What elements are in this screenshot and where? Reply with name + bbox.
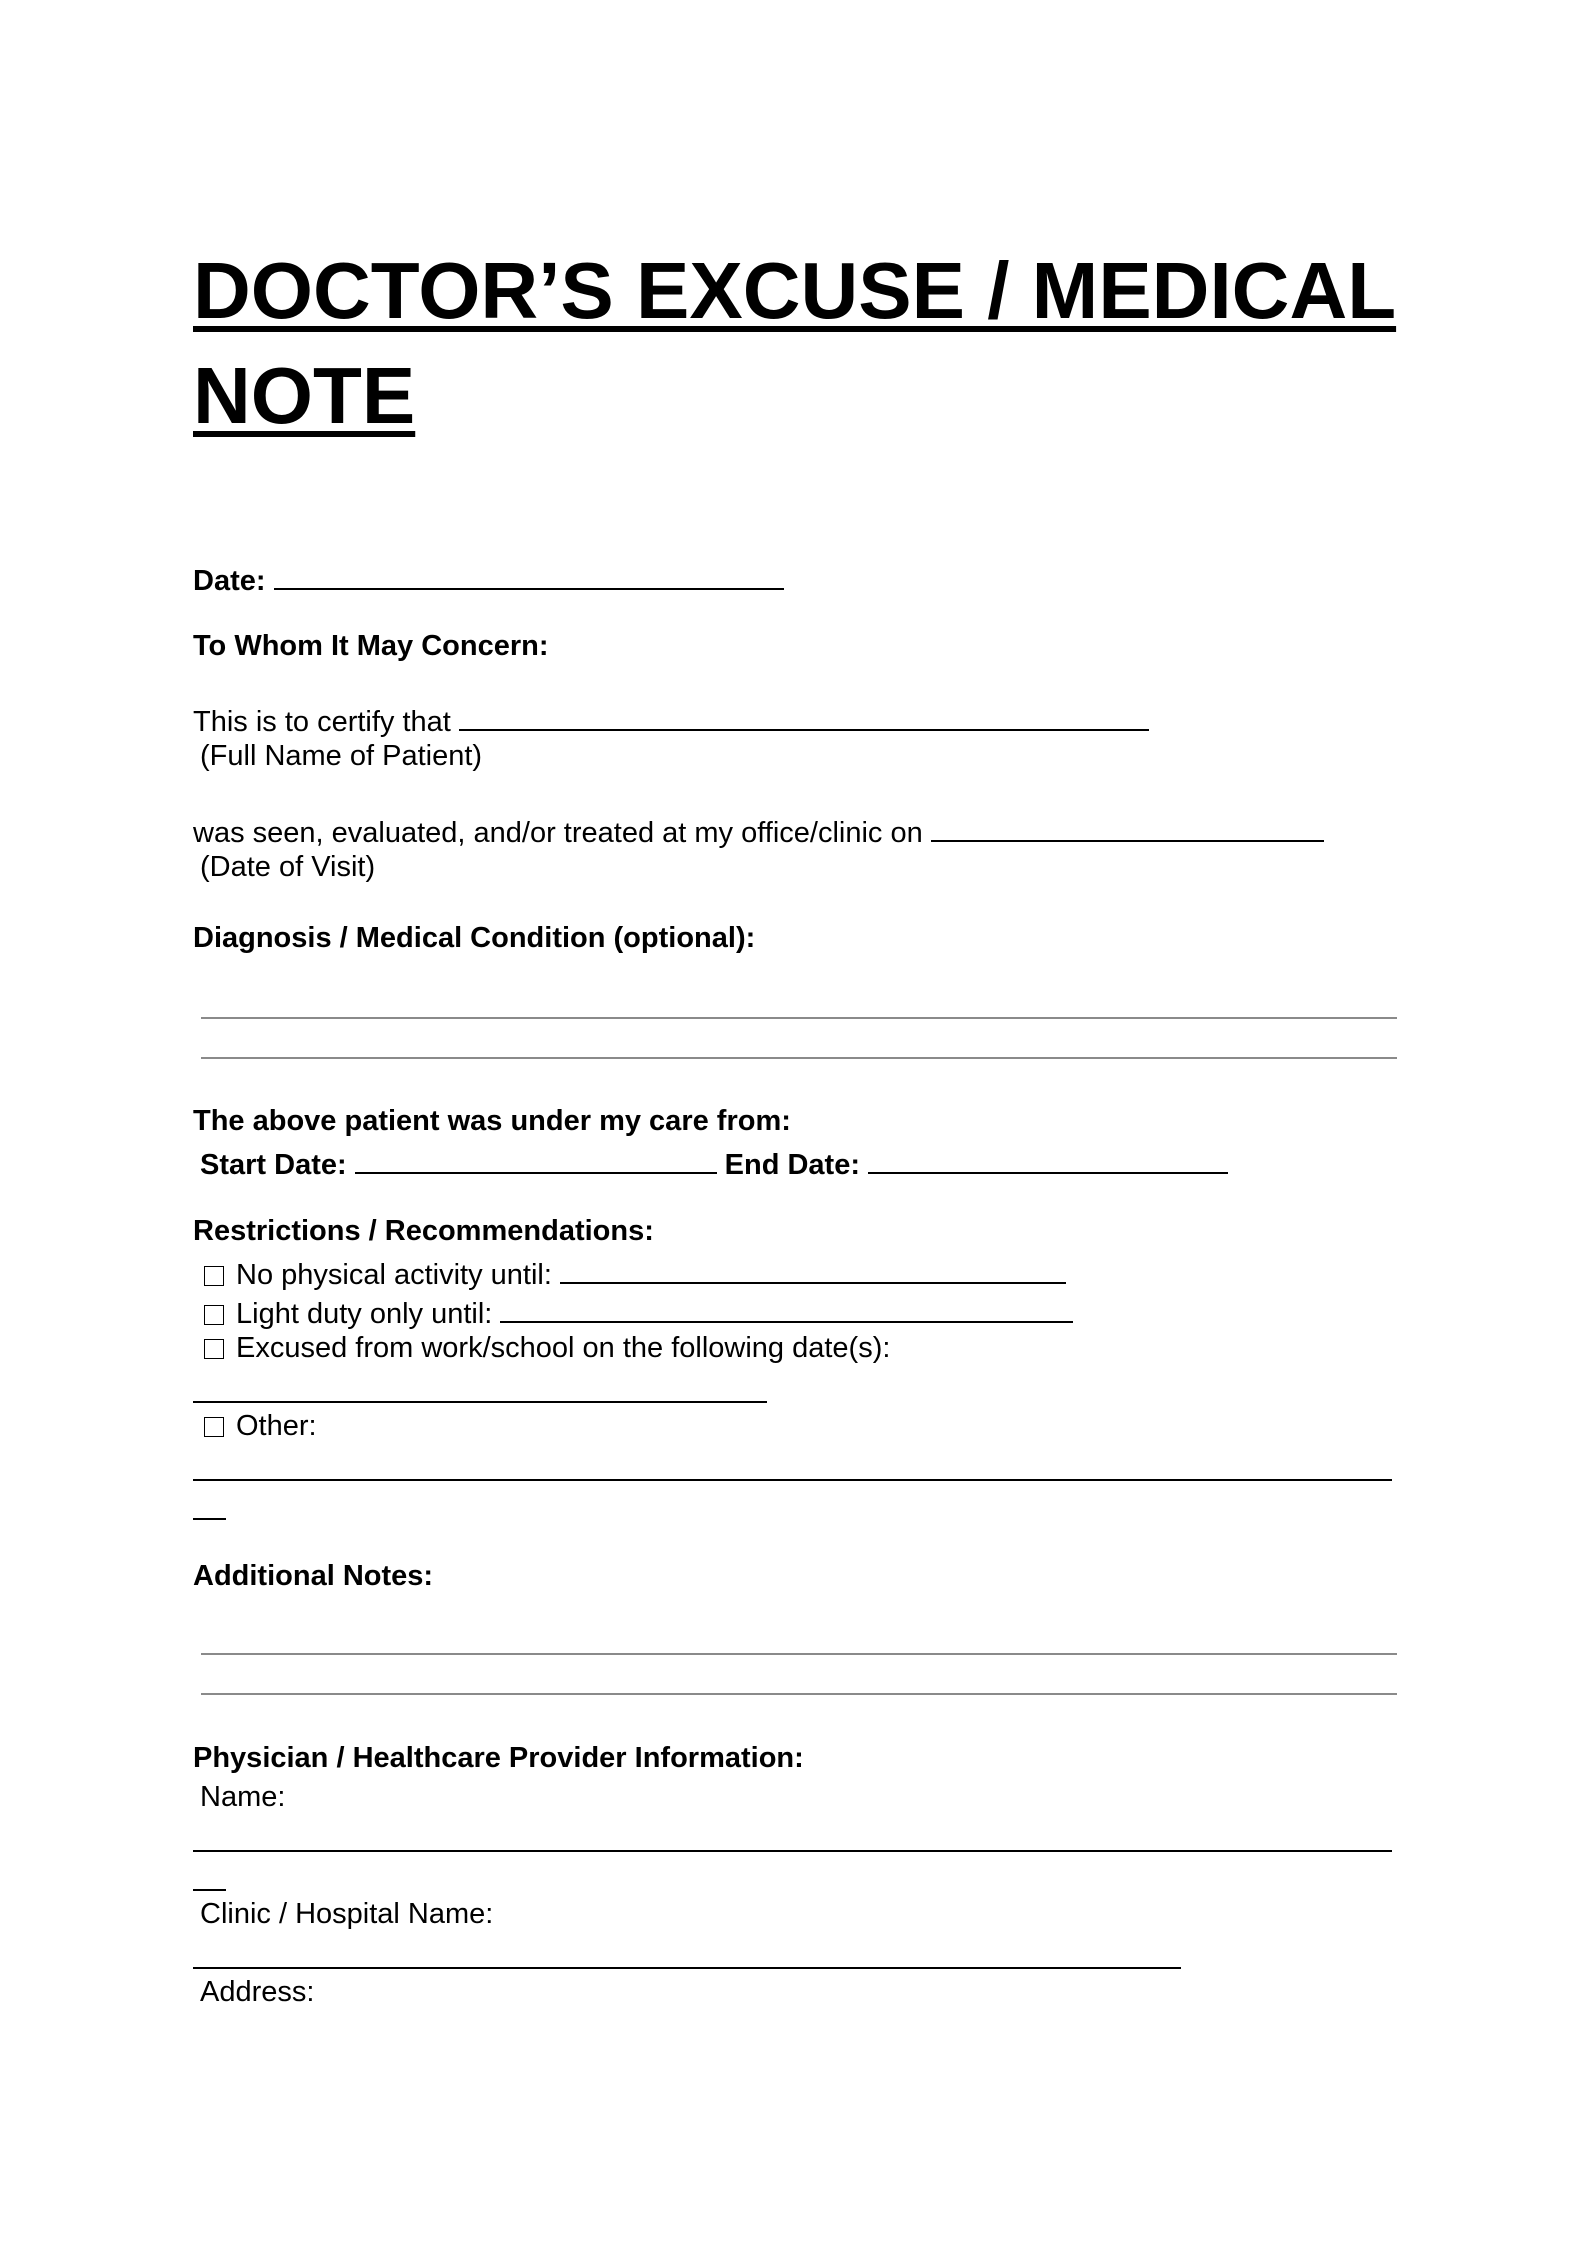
patient-name-field[interactable] xyxy=(459,699,1149,731)
restriction-no-physical-activity xyxy=(204,1252,1066,1293)
diagnosis-line-1[interactable] xyxy=(201,1017,1397,1019)
provider-name-field-line-1[interactable] xyxy=(193,1850,1392,1852)
visit-date-caption: (Date of Visit) xyxy=(200,851,376,883)
care-heading: The above patient was under my care from: xyxy=(193,1105,791,1137)
light-duty-field[interactable] xyxy=(500,1291,1073,1323)
restriction-excused xyxy=(204,1330,890,1366)
certify-text: This is to certify that xyxy=(193,706,451,738)
other-label: Other: xyxy=(236,1410,317,1442)
document-title-line1: DOCTOR’S EXCUSE / MEDICAL xyxy=(193,246,1397,335)
excused-dates-field[interactable] xyxy=(193,1401,767,1403)
additional-notes-line-2[interactable] xyxy=(201,1693,1397,1695)
address-label: Address: xyxy=(200,1976,315,2008)
date-row xyxy=(193,558,784,599)
restrictions-heading: Restrictions / Recommendations: xyxy=(193,1215,654,1247)
diagnosis-heading: Diagnosis / Medical Condition (optional): xyxy=(193,922,756,954)
additional-notes-line-1[interactable] xyxy=(201,1653,1397,1655)
visit-date-field[interactable] xyxy=(931,810,1324,842)
no-physical-activity-field[interactable] xyxy=(560,1252,1066,1284)
start-date-label: Start Date: xyxy=(200,1149,347,1181)
certify-row xyxy=(193,699,1149,740)
restriction-other xyxy=(204,1408,317,1444)
provider-name-label: Name: xyxy=(200,1781,286,1813)
restriction-light-duty xyxy=(204,1291,1073,1332)
diagnosis-line-2[interactable] xyxy=(201,1057,1397,1059)
date-field[interactable] xyxy=(274,558,784,590)
clinic-field[interactable] xyxy=(193,1967,1181,1969)
provider-name-field-line-2[interactable] xyxy=(193,1889,226,1891)
document-title-line2: NOTE xyxy=(193,351,416,440)
no-physical-activity-checkbox[interactable] xyxy=(204,1266,224,1286)
care-dates-row xyxy=(200,1142,1228,1183)
light-duty-label: Light duty only until: xyxy=(236,1298,493,1330)
no-physical-activity-label: No physical activity until: xyxy=(236,1259,552,1291)
visit-row xyxy=(193,810,1324,851)
light-duty-checkbox[interactable] xyxy=(204,1305,224,1325)
other-field-line-2[interactable] xyxy=(193,1518,226,1520)
other-checkbox[interactable] xyxy=(204,1417,224,1437)
end-date-field[interactable] xyxy=(868,1142,1228,1174)
date-label: Date: xyxy=(193,565,266,597)
additional-notes-heading: Additional Notes: xyxy=(193,1560,434,1592)
provider-heading: Physician / Healthcare Provider Information: xyxy=(193,1742,804,1774)
clinic-label: Clinic / Hospital Name: xyxy=(200,1898,494,1930)
other-field-line-1[interactable] xyxy=(193,1479,1392,1481)
end-date-label: End Date: xyxy=(724,1149,860,1181)
visit-text: was seen, evaluated, and/or treated at my office/clinic on xyxy=(193,817,923,849)
patient-name-caption: (Full Name of Patient) xyxy=(200,740,483,772)
salutation: To Whom It May Concern: xyxy=(193,630,549,662)
excused-label: Excused from work/school on the following date(s): xyxy=(236,1332,891,1364)
start-date-field[interactable] xyxy=(355,1142,717,1174)
excused-checkbox[interactable] xyxy=(204,1339,224,1359)
